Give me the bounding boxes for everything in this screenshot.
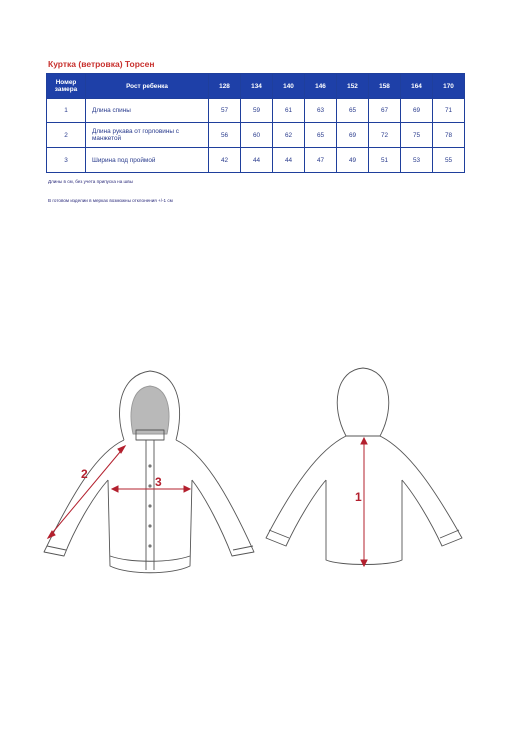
document-title: Куртка (ветровка) Торсен [48, 59, 155, 69]
chest-arrow-left [112, 486, 118, 492]
back-left-cuff [269, 530, 289, 538]
table-cell: 56 [209, 123, 241, 148]
table-cell: 60 [241, 123, 273, 148]
note-units: Длины в см, без учета припуска на швы [48, 179, 133, 184]
header-height-128: 128 [209, 74, 241, 99]
table-cell: 69 [401, 99, 433, 123]
table-cell: 59 [241, 99, 273, 123]
header-height-140: 140 [273, 74, 305, 99]
header-height-134: 134 [241, 74, 273, 99]
header-height-164: 164 [401, 74, 433, 99]
front-right-raglan [176, 440, 254, 556]
table-cell: 63 [305, 99, 337, 123]
table-cell: 44 [241, 148, 273, 173]
back-right-cuff [440, 530, 459, 538]
hem-line [110, 556, 190, 561]
label-chest-measure: 3 [155, 475, 162, 489]
row-parameter: Длина спины [86, 99, 209, 123]
jacket-front-view [44, 371, 254, 573]
table-cell: 55 [433, 148, 465, 173]
hood-lining [131, 386, 169, 434]
row-number: 1 [47, 99, 86, 123]
back-right-raglan [380, 436, 462, 546]
front-snaps [148, 464, 151, 547]
back-hood-outline [337, 368, 389, 436]
row-parameter: Длина рукава от горловины с манжетой [86, 123, 209, 148]
back-arrow-top [361, 438, 367, 444]
row-number: 3 [47, 148, 86, 173]
table-cell: 57 [209, 99, 241, 123]
table-cell: 65 [305, 123, 337, 148]
header-height-170: 170 [433, 74, 465, 99]
table-cell: 67 [369, 99, 401, 123]
back-arrow-bottom [361, 560, 367, 566]
front-left-raglan [44, 440, 124, 556]
table-cell: 51 [369, 148, 401, 173]
row-number: 2 [47, 123, 86, 148]
table-cell: 69 [337, 123, 369, 148]
table-cell: 61 [273, 99, 305, 123]
table-cell: 75 [401, 123, 433, 148]
row-parameter: Ширина под проймой [86, 148, 209, 173]
header-height-158: 158 [369, 74, 401, 99]
header-child-height: Рост ребенка [86, 74, 209, 99]
label-sleeve-measure: 2 [81, 467, 88, 481]
sleeve-arrow-top [118, 446, 125, 453]
left-cuff-line [47, 546, 66, 550]
table-cell: 62 [273, 123, 305, 148]
table-cell: 71 [433, 99, 465, 123]
table-cell: 47 [305, 148, 337, 173]
table-cell: 44 [273, 148, 305, 173]
table-cell: 53 [401, 148, 433, 173]
sleeve-length-line [48, 446, 125, 538]
header-height-152: 152 [337, 74, 369, 99]
header-height-146: 146 [305, 74, 337, 99]
chest-arrow-right [184, 486, 190, 492]
table-cell: 65 [337, 99, 369, 123]
table-cell: 72 [369, 123, 401, 148]
back-left-raglan [266, 436, 346, 546]
right-cuff-line [233, 546, 253, 550]
table-cell: 78 [433, 123, 465, 148]
header-measure-number: Номер замера [47, 74, 86, 99]
note-tolerance: В готовом изделии в мерках возможны отклонения +/-1 см [48, 198, 173, 203]
table-cell: 42 [209, 148, 241, 173]
table-cell: 49 [337, 148, 369, 173]
label-back-length: 1 [355, 490, 362, 504]
